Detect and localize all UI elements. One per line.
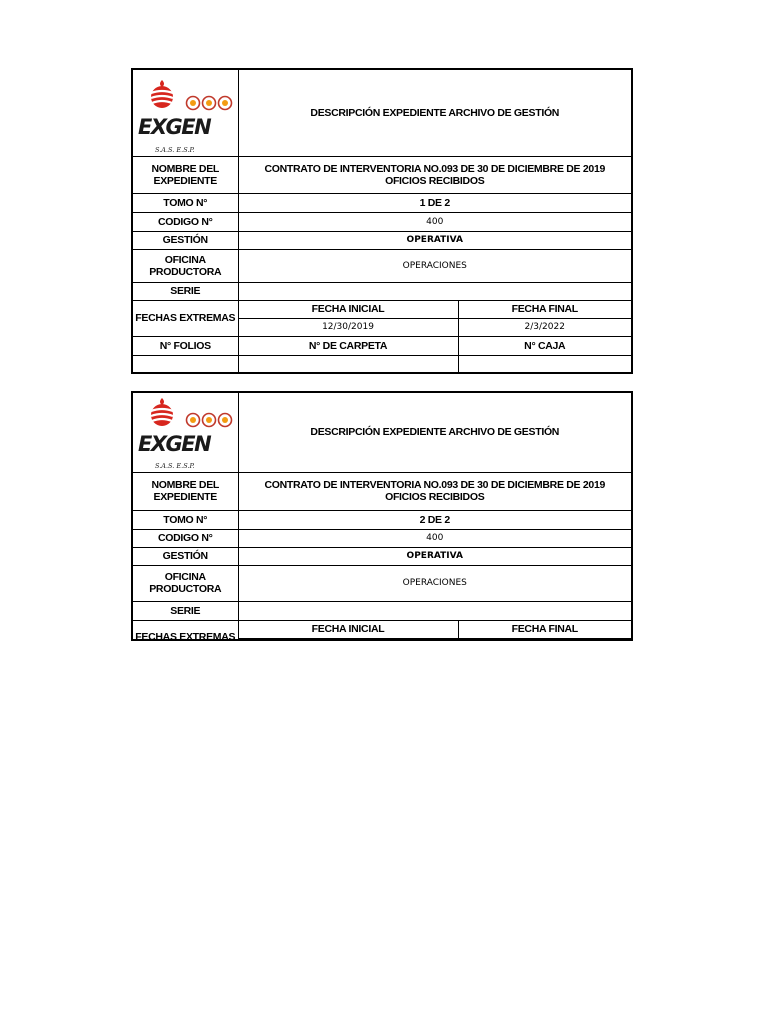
exgen-logo (133, 71, 237, 155)
fecha-final-value (458, 638, 631, 641)
carpeta-label: N° DE CARPETA (238, 336, 458, 355)
caja-label: N° CAJA (458, 336, 631, 355)
nombre-value-line1: CONTRATO DE INTERVENTORIA NO.093 DE 30 DE DICIEMBRE DE 2019 (264, 479, 606, 491)
fechas-label: FECHAS EXTREMAS (133, 300, 238, 336)
header-title: DESCRIPCIÓN EXPEDIENTE ARCHIVO DE GESTIÓN (238, 393, 631, 472)
gestion-label: GESTIÓN (133, 547, 238, 565)
fecha-inicial-value (238, 638, 458, 641)
fechas-label: FECHAS EXTREMAS (133, 620, 238, 641)
logo-subtitle: S.A.S. E.S.P. (155, 462, 195, 471)
oficina-value: OPERACIONES (238, 565, 631, 601)
folios-value (133, 355, 238, 374)
tomo-value: 1 DE 2 (238, 193, 631, 212)
fecha-final-label: FECHA FINAL (458, 300, 631, 318)
carpeta-value (238, 355, 458, 374)
folios-label: N° FOLIOS (133, 336, 238, 355)
oficina-label: OFICINA PRODUCTORA (133, 249, 238, 282)
certification-seals-icon (185, 95, 233, 111)
fecha-final-label: FECHA FINAL (458, 620, 631, 638)
codigo-label: CODIGO N° (133, 212, 238, 231)
header-title: DESCRIPCIÓN EXPEDIENTE ARCHIVO DE GESTIÓN (238, 70, 631, 156)
tomo-label: TOMO N° (133, 193, 238, 212)
logo-cell (133, 393, 238, 472)
codigo-value: 400 (238, 529, 631, 547)
gestion-label: GESTIÓN (133, 231, 238, 249)
tomo-label: TOMO N° (133, 510, 238, 529)
serie-label: SERIE (133, 282, 238, 300)
codigo-value: 400 (238, 212, 631, 231)
expediente-card-1 (131, 68, 633, 374)
nombre-label: NOMBRE DEL EXPEDIENTE (133, 472, 238, 510)
logo-brand: EXGEN (138, 114, 211, 139)
serie-label: SERIE (133, 601, 238, 620)
nombre-value-line2: OFICIOS RECIBIDOS (385, 491, 485, 503)
flame-icon (149, 397, 175, 433)
gestion-value: OPERATIVA (238, 231, 631, 249)
serie-value (238, 601, 631, 620)
fecha-inicial-value: 12/30/2019 (238, 318, 458, 336)
nombre-value (238, 156, 631, 193)
exgen-logo (133, 393, 237, 471)
codigo-label: CODIGO N° (133, 529, 238, 547)
logo-subtitle: S.A.S. E.S.P. (155, 145, 195, 154)
nombre-label: NOMBRE DEL EXPEDIENTE (133, 156, 238, 193)
flame-icon (149, 79, 175, 115)
serie-value (238, 282, 631, 300)
nombre-value-line2: OFICIOS RECIBIDOS (385, 174, 485, 187)
fecha-final-value: 2/3/2022 (458, 318, 631, 336)
fecha-inicial-label: FECHA INICIAL (238, 300, 458, 318)
caja-value (458, 355, 631, 374)
fecha-inicial-label: FECHA INICIAL (238, 620, 458, 638)
expediente-card-2 (131, 391, 633, 641)
logo-cell (133, 70, 238, 156)
expediente-table (133, 393, 631, 641)
certification-seals-icon (185, 412, 233, 428)
tomo-value: 2 DE 2 (238, 510, 631, 529)
nombre-value (238, 472, 631, 510)
gestion-value: OPERATIVA (238, 547, 631, 565)
nombre-value-line1: CONTRATO DE INTERVENTORIA NO.093 DE 30 DE DICIEMBRE DE 2019 (264, 162, 606, 175)
oficina-label: OFICINA PRODUCTORA (133, 565, 238, 601)
expediente-table (133, 70, 631, 374)
logo-brand: EXGEN (138, 432, 211, 457)
oficina-value: OPERACIONES (238, 249, 631, 282)
